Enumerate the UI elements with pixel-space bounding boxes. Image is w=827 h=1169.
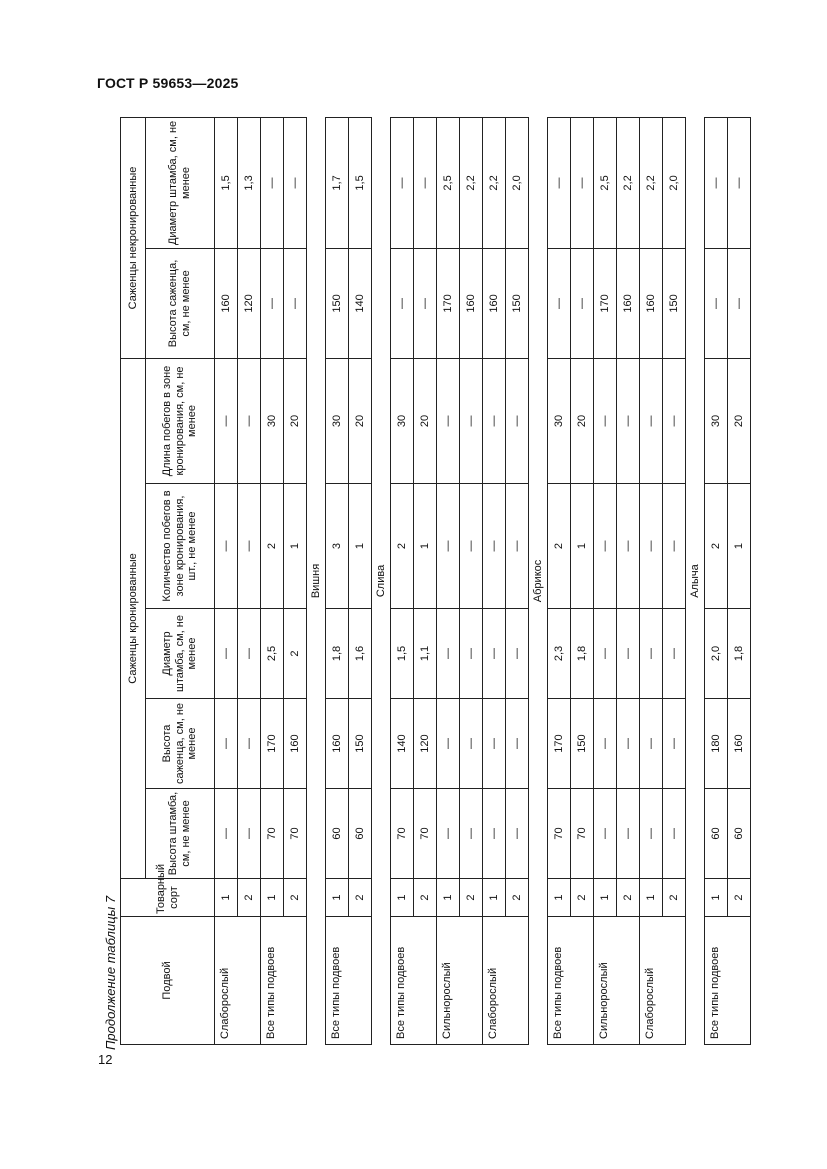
grade-cell: 1 [594,879,617,917]
grade-cell: 2 [571,879,594,917]
value-cell: 30 [548,358,571,483]
value-cell: — [261,248,284,358]
grade-cell: 2 [238,879,261,917]
value-cell: 150 [571,699,594,789]
value-cell: 70 [261,789,284,879]
value-cell: — [617,789,640,879]
value-cell: — [460,609,483,699]
grade-cell: 2 [663,879,686,917]
value-cell: — [640,789,663,879]
value-cell: 2,0 [506,117,529,248]
value-cell: — [460,358,483,483]
grade-cell: 1 [391,879,414,917]
value-cell: 70 [548,789,571,879]
value-cell: — [460,484,483,609]
table-row [261,117,284,1044]
value-cell: — [640,699,663,789]
table-row [391,117,414,1044]
table-row [506,117,529,1044]
value-cell: 1,3 [238,117,261,248]
value-cell: 150 [326,248,349,358]
value-cell: — [571,117,594,248]
value-cell: 2,5 [261,609,284,699]
value-cell: 70 [414,789,437,879]
value-cell: — [617,699,640,789]
value-cell: 170 [594,248,617,358]
rootstock-cell: Все типы подвоев [705,917,751,1045]
table-body [215,117,751,1044]
grade-cell: 1 [215,879,238,917]
table-row [728,117,751,1044]
value-cell: — [437,789,460,879]
value-cell: — [617,609,640,699]
value-cell: — [728,117,751,248]
value-cell: — [414,248,437,358]
value-cell: 2,3 [548,609,571,699]
value-cell: 2 [705,484,728,609]
value-cell: — [728,248,751,358]
value-cell: 30 [261,358,284,483]
value-cell: 1 [284,484,307,609]
value-cell: 160 [326,699,349,789]
grade-cell: 1 [548,879,571,917]
section-row [686,117,705,1044]
grade-cell: 1 [483,879,506,917]
page-number: 12 [98,1052,113,1067]
value-cell: — [414,117,437,248]
value-cell: 2 [548,484,571,609]
value-cell: — [506,484,529,609]
value-cell: 2,5 [437,117,460,248]
header-crowned-group: Саженцы кронированные [121,358,146,878]
value-cell: 160 [460,248,483,358]
value-cell: — [215,484,238,609]
table-row [571,117,594,1044]
value-cell: — [506,358,529,483]
value-cell: 1 [414,484,437,609]
header-shoot-count: Количество побегов в зоне кронирования, шт., не менее [146,484,215,609]
value-cell: 1 [571,484,594,609]
table-row [594,117,617,1044]
value-cell: 1,5 [349,117,372,248]
header-stem-diameter: Диаметр штамба, см, не менее [146,609,215,699]
value-cell: — [238,609,261,699]
table-row [238,117,261,1044]
value-cell: — [663,609,686,699]
value-cell: 1,8 [326,609,349,699]
value-cell: 30 [391,358,414,483]
grade-cell: 1 [640,879,663,917]
value-cell: — [548,117,571,248]
value-cell: — [640,484,663,609]
value-cell: 2,2 [617,117,640,248]
value-cell: 2,0 [663,117,686,248]
value-cell: — [640,358,663,483]
header-shoot-length: Длина побегов в зоне кронирования, см, не менее [146,358,215,483]
value-cell: 70 [571,789,594,879]
value-cell: — [437,699,460,789]
rootstock-cell: Слаборослый [215,917,261,1045]
grade-cell: 2 [414,879,437,917]
rootstock-cell: Все типы подвоев [326,917,372,1045]
value-cell: 1,5 [391,609,414,699]
grade-cell: 2 [349,879,372,917]
value-cell: — [238,699,261,789]
value-cell: 60 [326,789,349,879]
value-cell: — [215,358,238,483]
value-cell: 140 [391,699,414,789]
value-cell: 150 [349,699,372,789]
header-seedling-height: Высота саженца, см, не менее [146,699,215,789]
value-cell: — [437,609,460,699]
section-row [529,117,548,1044]
value-cell: — [594,609,617,699]
value-cell: 2,5 [594,117,617,248]
value-cell: — [594,789,617,879]
header-uncrowned-group: Саженцы некронированные [121,117,146,358]
value-cell: 30 [705,358,728,483]
value-cell: — [663,789,686,879]
value-cell: 1 [728,484,751,609]
value-cell: — [571,248,594,358]
value-cell: 1,8 [728,609,751,699]
value-cell: — [506,789,529,879]
table-row [640,117,663,1044]
value-cell: — [640,609,663,699]
value-cell: — [506,699,529,789]
header-uncrowned-stem-diameter: Диаметр штамба, см, не менее [146,117,215,248]
section-title: Вишня [307,117,326,1044]
table-row [215,117,238,1044]
value-cell: 20 [728,358,751,483]
table-row [284,117,307,1044]
header-rootstock: Подвой [121,917,215,1045]
grade-cell: 2 [506,879,529,917]
document-standard-header: ГОСТ Р 59653—2025 [97,75,239,91]
value-cell: 70 [284,789,307,879]
value-cell: 120 [238,248,261,358]
table-row [663,117,686,1044]
value-cell: 150 [506,248,529,358]
value-cell: 170 [548,699,571,789]
grade-cell: 1 [437,879,460,917]
grade-cell: 2 [728,879,751,917]
grade-cell: 1 [326,879,349,917]
value-cell: — [663,484,686,609]
value-cell: 20 [349,358,372,483]
value-cell: — [594,358,617,483]
value-cell: — [215,789,238,879]
table-caption: Продолжение таблицы 7 [103,895,118,1050]
value-cell: — [460,699,483,789]
value-cell: 160 [617,248,640,358]
value-cell: — [437,484,460,609]
value-cell: 60 [705,789,728,879]
value-cell: — [483,358,506,483]
value-cell: 1,7 [326,117,349,248]
section-title: Слива [372,117,391,1044]
value-cell: 150 [663,248,686,358]
value-cell: 160 [728,699,751,789]
value-cell: 70 [391,789,414,879]
value-cell: 160 [284,699,307,789]
rootstock-cell: Все типы подвоев [548,917,594,1045]
header-stem-height: Высота штамба, см, не менее [146,789,215,879]
value-cell: 170 [437,248,460,358]
value-cell: — [215,699,238,789]
table-row [705,117,728,1044]
value-cell: — [215,609,238,699]
value-cell: — [437,358,460,483]
value-cell: 2 [391,484,414,609]
header-grade: Товарный сорт [121,879,215,917]
value-cell: — [261,117,284,248]
grade-cell: 1 [261,879,284,917]
rootstock-cell: Все типы подвоев [391,917,437,1045]
section-title: Алыча [686,117,705,1044]
value-cell: — [663,699,686,789]
value-cell: — [483,484,506,609]
value-cell: 20 [414,358,437,483]
value-cell: — [391,248,414,358]
table-row [326,117,349,1044]
value-cell: — [238,484,261,609]
table-row [437,117,460,1044]
section-row [307,117,326,1044]
table-row [349,117,372,1044]
value-cell: 180 [705,699,728,789]
rootstock-cell: Все типы подвоев [261,917,307,1045]
value-cell: 2,2 [640,117,663,248]
value-cell: — [483,789,506,879]
value-cell: — [284,117,307,248]
value-cell: 1,8 [571,609,594,699]
value-cell: — [594,699,617,789]
value-cell: — [617,484,640,609]
value-cell: 60 [349,789,372,879]
value-cell: — [238,358,261,483]
rootstock-cell: Сильнорослый [437,917,483,1045]
table-row [548,117,571,1044]
value-cell: 2,2 [460,117,483,248]
value-cell: 2 [261,484,284,609]
value-cell: — [483,699,506,789]
table-row [460,117,483,1044]
value-cell: 1,5 [215,117,238,248]
rotated-table-container [120,118,752,1045]
value-cell: — [284,248,307,358]
section-title: Абрикос [529,117,548,1044]
value-cell: — [391,117,414,248]
value-cell: 2,0 [705,609,728,699]
value-cell: 60 [728,789,751,879]
value-cell: — [705,248,728,358]
grade-cell: 2 [460,879,483,917]
value-cell: — [617,358,640,483]
value-cell: — [705,117,728,248]
grade-cell: 2 [284,879,307,917]
value-cell: 140 [349,248,372,358]
rootstock-cell: Сильнорослый [594,917,640,1045]
value-cell: — [238,789,261,879]
value-cell: 30 [326,358,349,483]
value-cell: 170 [261,699,284,789]
value-cell: 2,2 [483,117,506,248]
value-cell: 160 [483,248,506,358]
rootstock-cell: Слаборослый [483,917,529,1045]
value-cell: — [594,484,617,609]
value-cell: 1,6 [349,609,372,699]
section-row [372,117,391,1044]
grade-cell: 2 [617,879,640,917]
header-uncrowned-seedling-height: Высота саженца, см, не менее [146,248,215,358]
value-cell: 3 [326,484,349,609]
value-cell: 120 [414,699,437,789]
value-cell: — [663,358,686,483]
value-cell: 2 [284,609,307,699]
value-cell: 160 [640,248,663,358]
table-row [617,117,640,1044]
value-cell: — [548,248,571,358]
specification-table [120,117,751,1045]
table-row [483,117,506,1044]
value-cell: 1,1 [414,609,437,699]
value-cell: — [483,609,506,699]
rootstock-cell: Слаборослый [640,917,686,1045]
value-cell: — [506,609,529,699]
value-cell: 160 [215,248,238,358]
value-cell: — [460,789,483,879]
table-row [414,117,437,1044]
value-cell: 1 [349,484,372,609]
value-cell: 20 [284,358,307,483]
grade-cell: 1 [705,879,728,917]
value-cell: 20 [571,358,594,483]
